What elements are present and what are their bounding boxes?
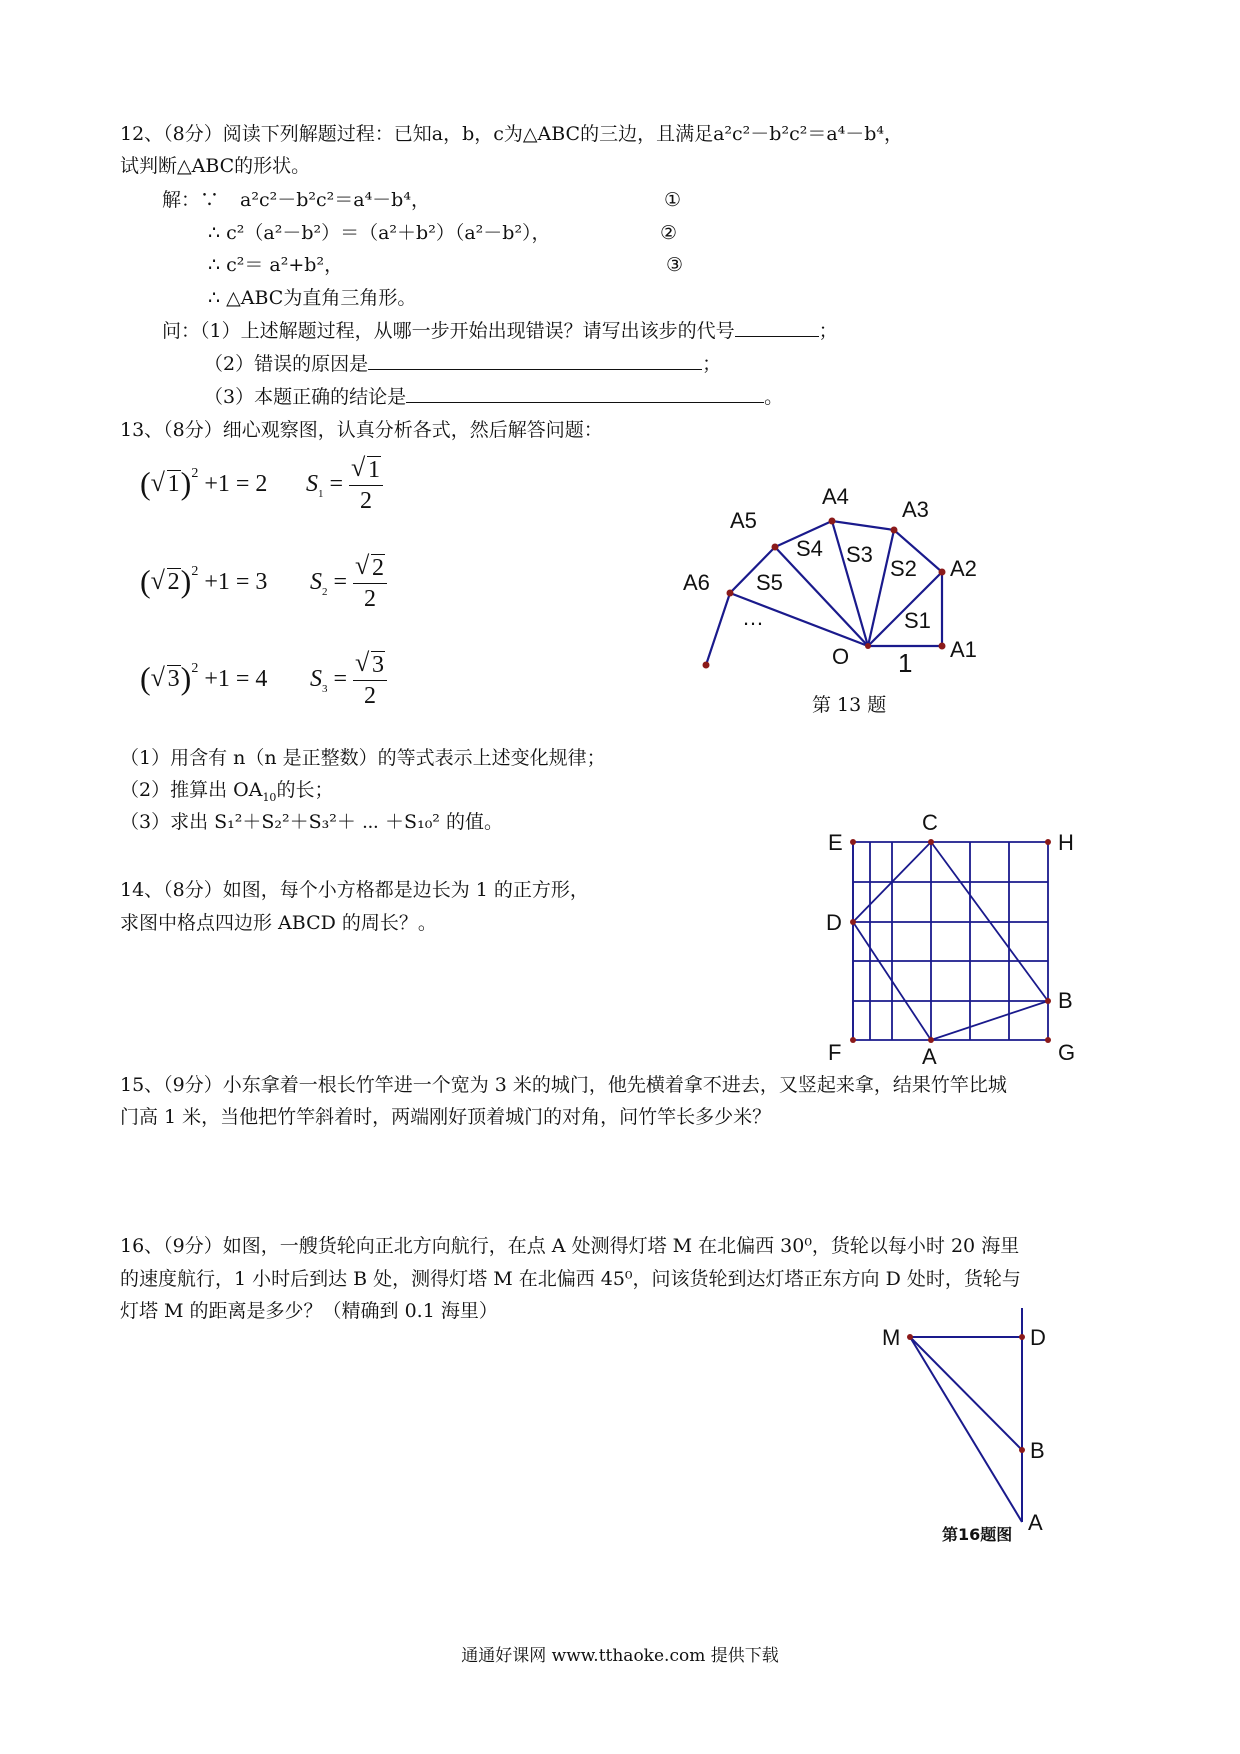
- q16-figure: [870, 1300, 1070, 1560]
- q14-line2: 求图中格点四边形 ABCD 的周长？。: [120, 912, 437, 934]
- q14-label-h: H: [1058, 830, 1074, 855]
- q13-area-1-symbol: S: [306, 471, 318, 498]
- q15-line1: 15、（9分）小东拿着一根长竹竿进一个宽为 3 米的城门，他先横着拿不进去，又竖起来拿，结果竹竿比城: [120, 1074, 1007, 1096]
- q13-area-2-sub: 2: [322, 585, 328, 598]
- q12-line1: 12、（8分）阅读下列解题过程：已知a，b，c为△ABC的三边，且满足a²c²－b²c²＝a⁴－b⁴，: [120, 123, 904, 145]
- q14-line1: 14、（8分）如图，每个小方格都是边长为 1 的正方形，: [120, 879, 589, 901]
- page-footer: 通通好课网 www.tthaoke.com 提供下载: [461, 1646, 779, 1666]
- q14-label-b: B: [1058, 988, 1073, 1013]
- q13-area-1-den: 2: [360, 488, 373, 514]
- q12-question1-end: ；: [818, 320, 838, 342]
- q13-spiral-figure: [670, 470, 1030, 700]
- q13-formula-2: (√ 2)$^2$ +1 = 3: [140, 560, 267, 597]
- q13-label-s2: S2: [890, 556, 917, 581]
- q13-formula-2-rhs: +1 = 3: [204, 569, 268, 595]
- q13-formula-1: (√ 1)$^2$ +1 = 2: [140, 462, 267, 499]
- q14-label-e: E: [828, 830, 843, 855]
- q12-answer3-blank[interactable]: [406, 384, 764, 403]
- q13-label-a4: A4: [822, 484, 849, 509]
- q12-step3-number: ③: [666, 254, 684, 276]
- q12-question2-text: （2）错误的原因是: [204, 353, 369, 375]
- q13-label-a3: A3: [902, 497, 929, 522]
- q13-area-1: $S_1$ = √ $\frac{1}{2}$: [306, 455, 383, 516]
- q12-question1-text: 问：（1）上述解题过程，从哪一步开始出现错误？请写出该步的代号: [162, 320, 735, 342]
- q13-label-a5: A5: [730, 508, 757, 533]
- q13-area-3: $S_3$ = √ $\frac{3}{2}$: [310, 650, 387, 711]
- q13-sub2-end: 的长；: [276, 779, 334, 801]
- q13-area-1-sub: 1: [318, 487, 324, 500]
- q14-label-a: A: [922, 1044, 937, 1069]
- q12-question1: [162, 318, 838, 344]
- q16-line3: 灯塔 M 的距离是多少？（精确到 0.1 海里）: [120, 1300, 498, 1322]
- q12-question3-end: 。: [764, 386, 784, 408]
- q12-question3: [204, 384, 783, 410]
- q13-formula-3-rhs: +1 = 4: [204, 666, 268, 692]
- q13-area-3-den: 2: [364, 683, 377, 709]
- q12-answer1-blank[interactable]: [735, 318, 819, 337]
- q12-answer2-blank[interactable]: [368, 351, 702, 370]
- q13-label-o: O: [832, 644, 850, 669]
- q13-area-2-symbol: S: [310, 569, 322, 596]
- q13-formula-2-radicand: 2: [167, 569, 180, 595]
- q13-label-s3: S3: [846, 542, 873, 567]
- q13-label-s4: S4: [796, 536, 823, 561]
- q16-line1: 16、（9分）如图，一艘货轮向正北方向航行，在点 A 处测得灯塔 M 在北偏西 30⁰，货轮以每小时 20 海里: [120, 1235, 1020, 1257]
- q13-formula-1-radicand: 1: [167, 471, 180, 497]
- q13-area-3-symbol: S: [310, 666, 322, 693]
- q13-area-1-num: 1: [368, 457, 381, 483]
- q13-area-3-num: 3: [372, 652, 385, 678]
- q16-label-a: A: [1028, 1510, 1043, 1535]
- q15-line2: 门高 1 米，当他把竹竿斜着时，两端刚好顶着城门的对角，问竹竿长多少米？: [120, 1106, 772, 1128]
- q13-sub1: （1）用含有 n（n 是正整数）的等式表示上述变化规律；: [120, 747, 606, 769]
- q16-line2: 的速度航行，1 小时后到达 B 处，测得灯塔 M 在北偏西 45⁰，问该货轮到达灯塔正东方向 D 处时，货轮与: [120, 1268, 1021, 1290]
- q13-formula-3-radicand: 3: [167, 666, 180, 692]
- q16-figure-caption: 第16题图: [942, 1525, 1013, 1544]
- q13-formula-3: (√ 3)$^2$ +1 = 4: [140, 657, 267, 694]
- q16-label-b: B: [1030, 1438, 1045, 1463]
- q12-step1: a²c²－b²c²＝a⁴－b⁴，: [240, 189, 430, 211]
- q13-label-a6: A6: [683, 570, 710, 595]
- q13-sub3: （3）求出 S₁²＋S₂²＋S₃²＋ ⋯ ＋S₁₀² 的值。: [120, 811, 503, 833]
- q12-question3-text: （3）本题正确的结论是: [204, 386, 407, 408]
- q13-label-one: 1: [898, 648, 913, 678]
- q12-step1-number: ①: [664, 189, 682, 211]
- q16-label-m: M: [882, 1325, 901, 1350]
- q12-line2: 试判断△ABC的形状。: [120, 155, 311, 177]
- q13-label-s5: S5: [756, 570, 783, 595]
- q13-title: 13、（8分）细心观察图，认真分析各式，然后解答问题：: [120, 419, 603, 441]
- q16-label-d: D: [1030, 1325, 1046, 1350]
- q12-step2: ∴ c²（a²－b²）＝（a²＋b²）（a²－b²），: [208, 222, 551, 244]
- q13-figure-caption: 第 13 题: [812, 694, 887, 716]
- q13-area-3-sub: 3: [322, 682, 328, 695]
- q13-area-2: $S_2$ = √ $\frac{2}{2}$: [310, 553, 387, 614]
- q12-step3: ∴ c²＝ a²+b²，: [208, 254, 344, 276]
- q14-label-c: C: [922, 810, 938, 835]
- q13-sub2: [120, 777, 333, 803]
- q13-sub2-text: （2）推算出 OA: [120, 779, 263, 801]
- q13-area-2-den: 2: [364, 586, 377, 612]
- q12-question2: [204, 351, 721, 377]
- q13-label-a2: A2: [950, 556, 977, 581]
- q12-step2-number: ②: [660, 222, 678, 244]
- q13-label-s1: S1: [904, 608, 931, 633]
- q13-label-a1: A1: [950, 637, 977, 662]
- q12-question2-end: ；: [702, 353, 722, 375]
- q13-label-dots: …: [742, 605, 764, 630]
- q14-grid-figure: [820, 810, 1080, 1069]
- q12-conclusion: ∴ △ABC为直角三角形。: [208, 287, 417, 309]
- q14-label-f: F: [828, 1040, 842, 1065]
- q13-sub2-subscript: 10: [262, 790, 277, 804]
- q13-formula-1-rhs: +1 = 2: [204, 471, 268, 497]
- q14-label-d: D: [826, 910, 842, 935]
- q14-label-g: G: [1058, 1040, 1076, 1065]
- q12-solution-label: 解：∵: [162, 189, 220, 211]
- q13-area-2-num: 2: [372, 555, 385, 581]
